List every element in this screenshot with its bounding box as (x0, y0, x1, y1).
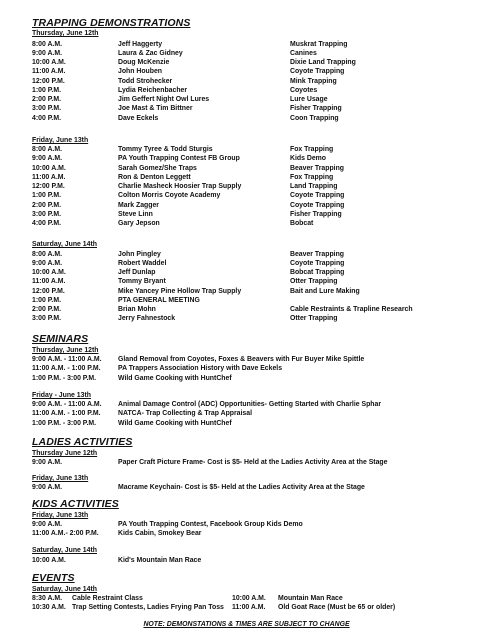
seminars-section-title: SEMINARS (32, 333, 89, 345)
time-cell: 8:00 A.M. (32, 40, 62, 48)
description-cell: Macrame Keychain- Cost is $5- Held at the Ladies Activity Area at the Stage (118, 484, 365, 491)
description-cell: Gland Removal from Coyotes, Foxes & Beavers with Fur Buyer Mike Spittle (118, 356, 365, 363)
trapping-section-title: TRAPPING DEMONSTRATIONS (32, 17, 191, 29)
table-row (32, 268, 472, 277)
trapping-friday-rows (32, 145, 472, 228)
time-cell: 10:00 A.M. (32, 59, 66, 66)
time-cell: 11:00 A.M. (32, 173, 66, 181)
time-cell: 4:00 P.M. (32, 114, 61, 122)
description-cell: Wild Game Cooking with HuntChef (118, 419, 232, 427)
time-cell: 4:00 P.M. (32, 220, 61, 227)
table-row (32, 556, 472, 565)
description-cell: Kids Cabin, Smokey Bear (118, 530, 202, 538)
trapping-day-thursday: Thursday, June 12th (32, 30, 99, 37)
time-cell: 9:00 A.M. (32, 155, 62, 163)
time-cell: 12:00 P.M. (32, 287, 65, 295)
kids-day-saturday: Saturday, June 14th (32, 547, 97, 554)
time-cell: 3:00 P.M. (32, 105, 61, 113)
kids-saturday-rows (32, 556, 472, 565)
ladies-thursday-rows (32, 458, 472, 467)
time-cell: 1:00 P.M. - 3:00 P.M. (32, 374, 97, 382)
table-row (32, 287, 472, 296)
presenter-cell: PTA GENERAL MEETING (118, 296, 200, 304)
time-cell: 2:00 P.M. (32, 96, 61, 103)
time-cell: 11:00 A.M. (232, 604, 266, 612)
topic-cell: Beaver Trapping (290, 164, 344, 172)
topic-cell: Coyote Trapping (290, 259, 345, 267)
table-row (32, 114, 472, 123)
time-cell: 10:00 A.M. (32, 557, 66, 564)
topic-cell: Coon Trapping (290, 114, 339, 122)
presenter-cell: Robert Waddel (118, 259, 167, 267)
table-row (32, 201, 472, 210)
presenter-cell: Jerry Fahnestock (118, 315, 176, 323)
table-row (32, 250, 472, 259)
presenter-cell: Steve Linn (118, 210, 153, 218)
table-row (32, 277, 472, 286)
time-cell: 9:00 A.M. (32, 521, 62, 528)
table-row (32, 219, 472, 228)
description-cell: Paper Craft Picture Frame- Cost is $5- Held at the Ladies Activity Area at the Stage (118, 459, 388, 466)
time-cell: 9:00 A.M. (32, 459, 62, 466)
time-cell: 11:00 A.M.- 2:00 P.M. (32, 530, 99, 538)
topic-cell: Mink Trapping (290, 77, 337, 85)
topic-cell: Lure Usage (290, 96, 328, 103)
ladies-friday-rows (32, 483, 472, 492)
topic-cell: Bobcat (290, 220, 314, 227)
presenter-cell: PA Youth Trapping Contest FB Group (118, 155, 240, 163)
ladies-day-friday: Friday, June 13th (32, 475, 89, 482)
table-row (32, 374, 472, 383)
topic-cell: Kids Demo (290, 155, 326, 163)
time-cell: 10:00 A.M. (232, 595, 266, 602)
topic-cell: Fox Trapping (290, 173, 334, 181)
kids-day-friday: Friday, June 13th (32, 512, 89, 519)
seminars-friday-rows (32, 400, 472, 428)
presenter-cell: Dave Eckels (118, 114, 159, 122)
presenter-cell: Tommy Tyree & Todd Sturgis (118, 146, 213, 153)
topic-cell: Bobcat Trapping (290, 269, 345, 276)
topic-cell: Land Trapping (290, 183, 338, 190)
table-row (32, 86, 472, 95)
time-cell: 1:00 P.M. (32, 296, 61, 304)
table-row (32, 191, 472, 200)
time-cell: 12:00 P.M. (32, 183, 65, 190)
table-row (32, 314, 472, 323)
table-row (32, 145, 472, 154)
table-row (32, 296, 472, 305)
trapping-thursday-rows (32, 40, 472, 123)
description-cell: Animal Damage Control (ADC) Opportunities- Getting Started with Charlie Sphar (118, 401, 382, 408)
topic-cell: Coyote Trapping (290, 201, 345, 209)
topic-cell: Dixie Land Trapping (290, 59, 356, 66)
time-cell: 1:00 P.M. - 3:00 P.M. (32, 419, 97, 427)
time-cell: 1:00 P.M. (32, 86, 61, 94)
description-cell: Kid's Mountain Man Race (118, 557, 202, 564)
time-cell: 3:00 P.M. (32, 315, 61, 323)
topic-cell: Cable Restraints & Trapline Research (290, 306, 413, 313)
table-row (32, 104, 472, 113)
ladies-section-title: LADIES ACTIVITIES (32, 436, 133, 448)
time-cell: 10:00 A.M. (32, 269, 66, 276)
table-row (32, 164, 472, 173)
description-cell: Trap Setting Contests, Ladies Frying Pan Toss (72, 604, 224, 612)
description-cell: PA Youth Trapping Contest, Facebook Group Kids Demo (118, 521, 303, 528)
time-cell: 10:00 A.M. (32, 164, 66, 172)
ladies-day-thursday: Thursday June 12th (32, 450, 98, 457)
description-cell: Mountain Man Race (278, 595, 343, 602)
time-cell: 1:00 P.M. (32, 192, 61, 200)
topic-cell: Coyote Trapping (290, 68, 345, 76)
table-row (32, 603, 472, 612)
presenter-cell: Mark Zagger (118, 201, 159, 209)
presenter-cell: Ron & Denton Leggett (118, 173, 191, 181)
table-row (32, 77, 472, 86)
presenter-cell: Todd Strohecker (118, 77, 173, 85)
presenter-cell: John Pingley (118, 250, 161, 258)
events-section-title: EVENTS (32, 572, 75, 584)
time-cell: 9:00 A.M. (32, 484, 62, 491)
presenter-cell: Laura & Zac Gidney (118, 49, 183, 57)
trapping-saturday-rows (32, 250, 472, 324)
topic-cell: Otter Trapping (290, 315, 338, 323)
presenter-cell: Lydia Reichenbacher (118, 86, 188, 94)
time-cell: 9:00 A.M. - 11:00 A.M. (32, 401, 102, 408)
presenter-cell: Mike Yancey Pine Hollow Trap Supply (118, 287, 242, 295)
presenter-cell: Joe Mast & Tim Bittner (118, 105, 193, 113)
description-cell: PA Trappers Association History with Dave Eckels (118, 365, 283, 373)
topic-cell: Beaver Trapping (290, 250, 344, 258)
topic-cell: Coyote Trapping (290, 192, 345, 200)
presenter-cell: Doug McKenzie (118, 59, 170, 66)
kids-section-title: KIDS ACTIVITIES (32, 498, 119, 510)
table-row (32, 259, 472, 268)
description-cell: Old Goat Race (Must be 65 or older) (278, 604, 396, 612)
presenter-cell: Charlie Masheck Hoosier Trap Supply (118, 183, 242, 190)
table-row (32, 49, 472, 58)
trapping-day-friday: Friday, June 13th (32, 137, 89, 144)
table-row (32, 305, 472, 314)
description-cell: Cable Restraint Class (72, 595, 143, 602)
seminars-day-thursday: Thursday, June 12th (32, 347, 99, 354)
table-row (32, 40, 472, 49)
seminars-day-friday: Friday - June 13th (32, 392, 91, 399)
presenter-cell: Tommy Bryant (118, 278, 166, 286)
topic-cell: Canines (290, 49, 317, 57)
table-row (32, 58, 472, 67)
presenter-cell: Brian Mohn (118, 306, 156, 313)
schedule-note: NOTE: DEMONSTATIONS & TIMES ARE SUBJECT TO CHANGE (143, 621, 350, 628)
table-row (32, 400, 472, 409)
time-cell: 2:00 P.M. (32, 201, 61, 209)
table-row (32, 182, 472, 191)
topic-cell: Fisher Trapping (290, 210, 342, 218)
topic-cell: Bait and Lure Making (290, 287, 360, 295)
table-row (32, 529, 472, 538)
presenter-cell: Sarah Gomez/She Traps (118, 164, 197, 172)
time-cell: 11:00 A.M. (32, 68, 66, 76)
seminars-thursday-rows (32, 355, 472, 383)
table-row (32, 520, 472, 529)
table-row (32, 210, 472, 219)
table-row (32, 173, 472, 182)
time-cell: 11:00 A.M. - 1:00 P.M. (32, 410, 101, 418)
time-cell: 11:00 A.M. (32, 278, 66, 286)
table-row (32, 355, 472, 364)
presenter-cell: John Houben (118, 68, 163, 76)
topic-cell: Fox Trapping (290, 146, 334, 153)
table-row (32, 594, 472, 603)
description-cell: NATCA- Trap Collecting & Trap Appraisal (118, 410, 252, 418)
time-cell: 9:00 A.M. (32, 259, 62, 267)
time-cell: 3:00 P.M. (32, 210, 61, 218)
table-row (32, 364, 472, 373)
topic-cell: Otter Trapping (290, 278, 338, 286)
presenter-cell: Jeff Haggerty (118, 40, 163, 48)
presenter-cell: Jim Geffert Night Owl Lures (118, 96, 210, 103)
topic-cell: Coyotes (290, 86, 318, 94)
presenter-cell: Jeff Dunlap (118, 269, 156, 276)
table-row (32, 458, 472, 467)
time-cell: 8:00 A.M. (32, 250, 62, 258)
events-day-saturday: Saturday, June 14th (32, 586, 97, 593)
time-cell: 9:00 A.M. - 11:00 A.M. (32, 356, 102, 363)
topic-cell: Muskrat Trapping (290, 40, 348, 48)
table-row (32, 483, 472, 492)
kids-friday-rows (32, 520, 472, 539)
time-cell: 10:30 A.M. (32, 604, 66, 612)
presenter-cell: Gary Jepson (118, 220, 160, 227)
time-cell: 11:00 A.M. - 1:00 P.M. (32, 365, 101, 373)
presenter-cell: Colton Morris Coyote Academy (118, 192, 221, 200)
topic-cell: Fisher Trapping (290, 105, 342, 113)
description-cell: Wild Game Cooking with HuntChef (118, 374, 232, 382)
table-row (32, 154, 472, 163)
events-saturday-rows (32, 594, 472, 613)
time-cell: 8:00 A.M. (32, 146, 62, 153)
trapping-day-saturday: Saturday, June 14th (32, 241, 97, 248)
table-row (32, 67, 472, 76)
time-cell: 2:00 P.M. (32, 306, 61, 313)
table-row (32, 419, 472, 428)
table-row (32, 409, 472, 418)
time-cell: 8:30 A.M. (32, 595, 62, 602)
time-cell: 12:00 P.M. (32, 77, 65, 85)
table-row (32, 95, 472, 104)
time-cell: 9:00 A.M. (32, 49, 62, 57)
